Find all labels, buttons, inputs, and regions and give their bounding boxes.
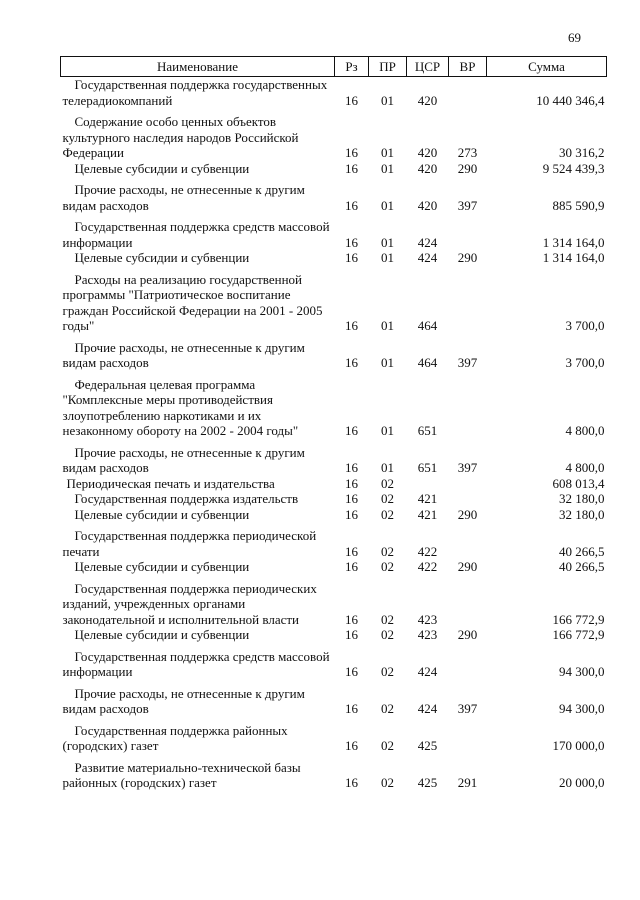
table-row bbox=[61, 77, 607, 109]
row-pr: 01 bbox=[381, 460, 394, 475]
column-header-vr: ВР bbox=[449, 57, 487, 77]
table-row bbox=[61, 575, 607, 628]
row-pr: 01 bbox=[381, 92, 394, 108]
row-vr: 290 bbox=[457, 250, 478, 265]
table-row bbox=[61, 643, 607, 680]
row-sum: 94 300,0 bbox=[559, 664, 605, 679]
row-name: Целевые субсидии и субвенции bbox=[74, 627, 250, 642]
page-number: 69 bbox=[568, 30, 581, 45]
row-vr: 397 bbox=[457, 355, 478, 370]
row-name: Федеральная целевая программа "Комплексные меры противодействия злоупотреблению наркотиками и их незаконному обороту на 2002 - 2004 годы" bbox=[62, 376, 299, 438]
row-sum: 30 316,2 bbox=[559, 145, 605, 160]
row-name-cell bbox=[61, 754, 335, 791]
row-rz: 16 bbox=[345, 701, 358, 716]
table-row bbox=[61, 439, 607, 476]
row-csr: 420 bbox=[417, 92, 438, 108]
row-name: Государственная поддержка государственных телерадиокомпаний bbox=[62, 77, 328, 108]
table-row bbox=[61, 371, 607, 439]
row-csr: 420 bbox=[417, 160, 438, 176]
table-row bbox=[61, 559, 607, 575]
row-vr bbox=[449, 371, 487, 439]
row-pr: 02 bbox=[381, 627, 394, 642]
row-pr: 02 bbox=[381, 559, 394, 574]
row-name: Государственная поддержка периодических изданий, учрежденных органами законодательной и исполнительной власти bbox=[62, 580, 317, 627]
row-vr bbox=[449, 77, 487, 109]
table-row bbox=[61, 108, 607, 161]
row-csr: 424 bbox=[417, 701, 438, 716]
row-name-cell bbox=[61, 507, 335, 523]
row-name: Целевые субсидии и субвенции bbox=[74, 250, 250, 265]
row-csr: 425 bbox=[417, 775, 438, 790]
row-rz: 16 bbox=[345, 664, 358, 679]
row-name-cell bbox=[61, 717, 335, 754]
row-pr: 01 bbox=[381, 160, 394, 176]
row-sum: 40 266,5 bbox=[559, 543, 605, 559]
row-rz: 16 bbox=[345, 423, 358, 438]
row-sum: 885 590,9 bbox=[552, 197, 605, 213]
row-pr: 02 bbox=[381, 701, 394, 716]
column-header-rz: Рз bbox=[335, 57, 369, 77]
row-pr: 02 bbox=[381, 775, 394, 790]
column-header-name: Наименование bbox=[61, 57, 335, 77]
row-pr: 01 bbox=[381, 355, 394, 370]
row-vr: 397 bbox=[457, 197, 478, 213]
row-rz: 16 bbox=[345, 475, 358, 491]
table-row bbox=[61, 680, 607, 717]
row-rz: 16 bbox=[345, 491, 358, 506]
budget-table bbox=[60, 56, 607, 791]
row-name: Государственная поддержка районных (городских) газет bbox=[62, 722, 288, 753]
table-row bbox=[61, 250, 607, 266]
row-rz: 16 bbox=[345, 234, 358, 250]
row-csr: 424 bbox=[417, 234, 438, 250]
row-csr bbox=[407, 476, 449, 492]
row-name: Прочие расходы, не отнесенные к другим видам расходов bbox=[62, 339, 305, 370]
row-pr: 02 bbox=[381, 738, 394, 753]
row-sum: 40 266,5 bbox=[559, 559, 605, 574]
row-vr: 290 bbox=[457, 559, 478, 574]
row-name: Прочие расходы, не отнесенные к другим видам расходов bbox=[62, 685, 305, 716]
row-vr bbox=[449, 575, 487, 628]
row-rz: 16 bbox=[345, 611, 358, 627]
row-vr: 290 bbox=[457, 506, 478, 522]
row-name-cell bbox=[61, 643, 335, 680]
table-row bbox=[61, 213, 607, 250]
row-csr: 424 bbox=[417, 250, 438, 265]
row-name-cell bbox=[61, 213, 335, 250]
row-rz: 16 bbox=[345, 250, 358, 265]
row-rz: 16 bbox=[345, 460, 358, 475]
row-name: Целевые субсидии и субвенции bbox=[74, 559, 250, 574]
row-vr bbox=[449, 476, 487, 492]
table-header-row bbox=[61, 57, 607, 77]
row-name: Периодическая печать и издательства bbox=[66, 475, 275, 491]
row-name-cell bbox=[61, 371, 335, 439]
row-csr: 464 bbox=[417, 355, 438, 370]
row-pr: 02 bbox=[381, 475, 394, 491]
row-rz: 16 bbox=[345, 92, 358, 108]
row-rz: 16 bbox=[345, 738, 358, 753]
row-name: Государственная поддержка средств массовой информации bbox=[62, 648, 330, 679]
row-sum: 166 772,9 bbox=[552, 611, 605, 627]
row-sum: 1 314 164,0 bbox=[542, 250, 605, 265]
row-name-cell bbox=[61, 627, 335, 643]
column-header-pr: ПР bbox=[369, 57, 407, 77]
row-name-cell bbox=[61, 266, 335, 334]
row-name: Содержание особо ценных объектов культурного наследия народов Российской Федерации bbox=[62, 114, 299, 160]
row-pr: 02 bbox=[381, 664, 394, 679]
table-row bbox=[61, 491, 607, 507]
table-row bbox=[61, 522, 607, 559]
row-name-cell bbox=[61, 476, 335, 492]
row-rz: 16 bbox=[345, 543, 358, 559]
row-rz: 16 bbox=[345, 627, 358, 642]
row-name: Целевые субсидии и субвенции bbox=[74, 160, 250, 176]
row-pr: 02 bbox=[381, 491, 394, 506]
row-name-cell bbox=[61, 439, 335, 476]
row-csr: 420 bbox=[417, 197, 438, 213]
row-csr: 424 bbox=[417, 664, 438, 679]
table-row bbox=[61, 507, 607, 523]
row-sum: 1 314 164,0 bbox=[542, 234, 605, 250]
row-name-cell bbox=[61, 250, 335, 266]
row-vr: 291 bbox=[457, 775, 478, 790]
row-name-cell bbox=[61, 108, 335, 161]
row-rz: 16 bbox=[345, 775, 358, 790]
table-row bbox=[61, 754, 607, 791]
row-csr: 422 bbox=[417, 559, 438, 574]
row-name-cell bbox=[61, 176, 335, 213]
row-rz: 16 bbox=[345, 145, 358, 160]
table-row bbox=[61, 266, 607, 334]
table-row bbox=[61, 717, 607, 754]
row-csr: 420 bbox=[417, 145, 438, 160]
row-csr: 423 bbox=[417, 611, 438, 627]
row-vr: 397 bbox=[457, 701, 478, 716]
row-name: Целевые субсидии и субвенции bbox=[74, 506, 250, 522]
row-pr: 02 bbox=[381, 611, 394, 627]
row-sum: 94 300,0 bbox=[559, 701, 605, 716]
row-sum: 3 700,0 bbox=[565, 318, 605, 333]
row-name: Прочие расходы, не отнесенные к другим видам расходов bbox=[62, 182, 305, 213]
row-vr bbox=[449, 491, 487, 507]
row-csr: 425 bbox=[417, 738, 438, 753]
table-row bbox=[61, 627, 607, 643]
row-vr: 290 bbox=[457, 627, 478, 642]
row-csr: 423 bbox=[417, 627, 438, 642]
row-vr: 397 bbox=[457, 460, 478, 475]
row-rz: 16 bbox=[345, 318, 358, 333]
row-csr: 421 bbox=[417, 491, 438, 506]
row-name: Государственная поддержка периодической печати bbox=[62, 528, 317, 559]
row-name-cell bbox=[61, 161, 335, 177]
column-header-csr: ЦСР bbox=[407, 57, 449, 77]
row-vr bbox=[449, 643, 487, 680]
row-vr: 290 bbox=[457, 160, 478, 176]
row-name-cell bbox=[61, 491, 335, 507]
row-name-cell bbox=[61, 559, 335, 575]
row-vr bbox=[449, 266, 487, 334]
row-pr: 01 bbox=[381, 197, 394, 213]
row-sum: 166 772,9 bbox=[552, 627, 605, 642]
row-vr bbox=[449, 213, 487, 250]
row-csr: 421 bbox=[417, 506, 438, 522]
row-sum: 3 700,0 bbox=[565, 355, 605, 370]
row-name-cell bbox=[61, 334, 335, 371]
row-rz: 16 bbox=[345, 197, 358, 213]
row-name: Расходы на реализацию государственной программы "Патриотическое воспитание граждан Российской Федерации на 2001 - 2005 годы" bbox=[62, 271, 323, 333]
row-sum: 20 000,0 bbox=[559, 775, 605, 790]
row-name: Государственная поддержка средств массовой информации bbox=[62, 219, 330, 250]
row-pr: 01 bbox=[381, 250, 394, 265]
table-row bbox=[61, 476, 607, 492]
row-pr: 01 bbox=[381, 318, 394, 333]
row-sum: 32 180,0 bbox=[559, 491, 605, 506]
row-pr: 01 bbox=[381, 423, 394, 438]
row-rz: 16 bbox=[345, 506, 358, 522]
row-rz: 16 bbox=[345, 355, 358, 370]
row-vr bbox=[449, 522, 487, 559]
row-pr: 01 bbox=[381, 234, 394, 250]
row-rz: 16 bbox=[345, 160, 358, 176]
row-csr: 651 bbox=[417, 460, 438, 475]
column-header-sum: Сумма bbox=[487, 57, 607, 77]
table-row bbox=[61, 176, 607, 213]
row-name-cell bbox=[61, 77, 335, 109]
row-sum: 9 524 439,3 bbox=[542, 160, 605, 176]
row-pr: 02 bbox=[381, 506, 394, 522]
row-csr: 464 bbox=[417, 318, 438, 333]
row-pr: 01 bbox=[381, 145, 394, 160]
row-sum: 4 800,0 bbox=[565, 460, 605, 475]
row-sum: 608 013,4 bbox=[552, 475, 605, 491]
row-name-cell bbox=[61, 680, 335, 717]
row-sum: 4 800,0 bbox=[565, 423, 605, 438]
row-sum: 10 440 346,4 bbox=[536, 92, 605, 108]
row-pr: 02 bbox=[381, 543, 394, 559]
row-rz: 16 bbox=[345, 559, 358, 574]
row-vr: 273 bbox=[457, 145, 478, 160]
row-vr bbox=[449, 717, 487, 754]
row-name-cell bbox=[61, 575, 335, 628]
row-name-cell bbox=[61, 522, 335, 559]
row-csr: 651 bbox=[417, 423, 438, 438]
table-row bbox=[61, 161, 607, 177]
row-name: Развитие материально-технической базы районных (городских) газет bbox=[62, 759, 301, 790]
row-sum: 32 180,0 bbox=[559, 506, 605, 522]
row-sum: 170 000,0 bbox=[552, 738, 605, 753]
table-row bbox=[61, 334, 607, 371]
row-name: Прочие расходы, не отнесенные к другим видам расходов bbox=[62, 444, 305, 475]
row-name: Государственная поддержка издательств bbox=[74, 491, 299, 506]
row-csr: 422 bbox=[417, 543, 438, 559]
